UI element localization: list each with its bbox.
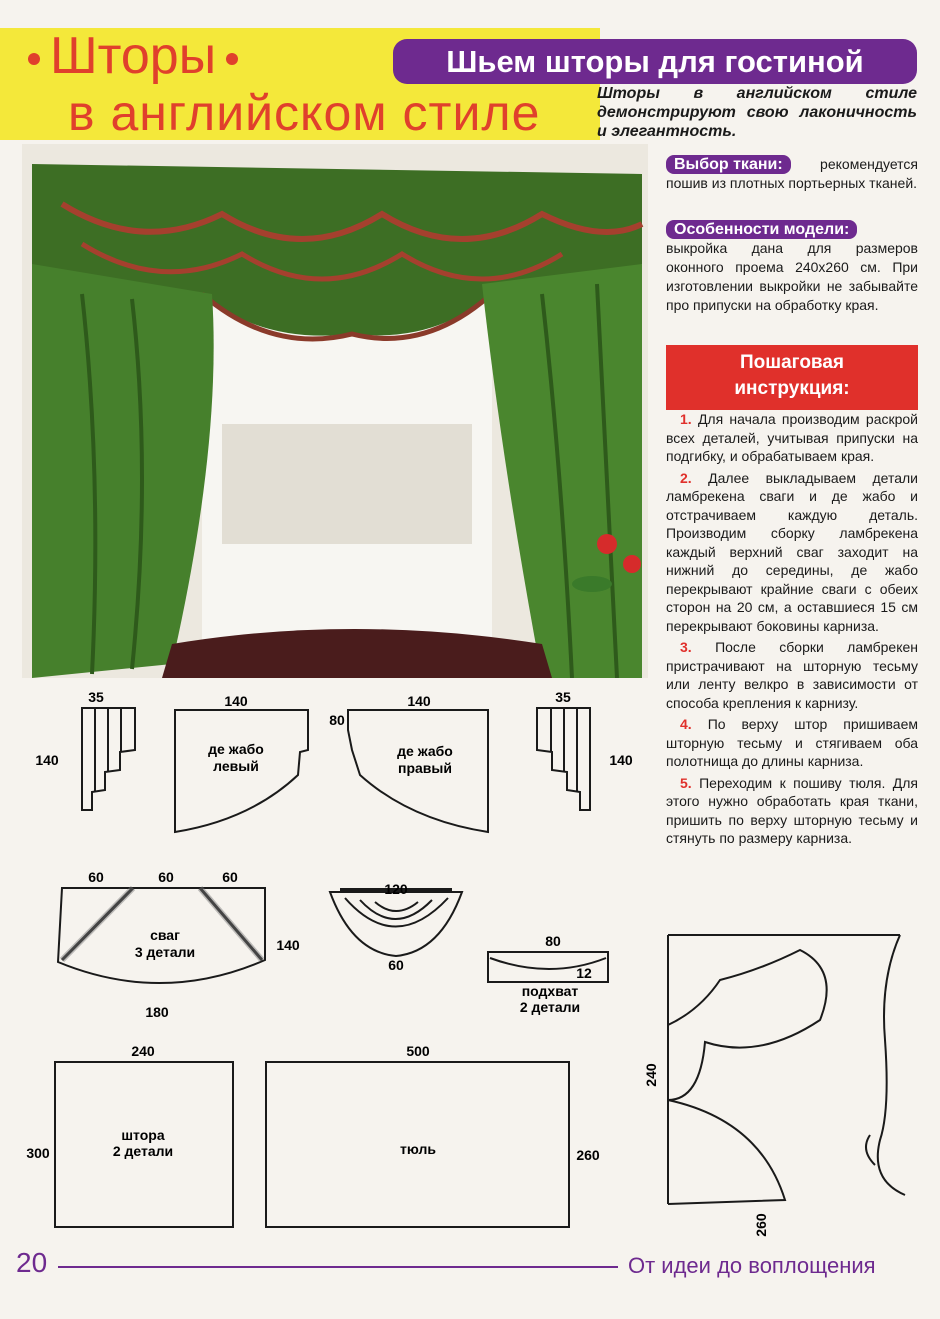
step-number: 3. [680,639,692,655]
instruction-title-line1: Пошаговая [739,352,845,373]
fabric-label: Выбор ткани: [666,155,791,174]
page-title-line2: в английском стиле [68,85,541,141]
instruction-title-line2: инструкция: [734,378,850,399]
tulle-top: 500 [406,1043,430,1059]
jabot-right-side: 80 [329,712,345,728]
page-number: 20 [16,1247,48,1278]
jabot-right-label2: правый [398,760,452,776]
pleat-left-shape [82,708,135,810]
instruction-heading [666,345,918,410]
window-drape-shape [668,935,905,1204]
step-text: Переходим к пошиву тюля. Для этого нужно обработать края ткани, пришить по верху шторную тесьму и стянуть по размеру карниза. [666,774,918,846]
model-label: Особенности модели: [666,220,857,239]
bullet-dot [226,53,238,65]
jabot-left-top: 140 [224,693,248,709]
window-height: 240 [643,1063,659,1087]
tieback-label2: 2 детали [519,999,581,1015]
step-number: 4. [680,716,692,732]
jabot-right-label1: де жабо [397,743,453,759]
window-width: 260 [753,1213,769,1237]
curtain-illustration [22,144,648,678]
jabot-left-label1: де жабо [208,741,264,757]
fabric-section [666,155,918,193]
pleat-right-top: 35 [555,689,571,705]
fan-shape [330,890,462,956]
footer-text: От идеи до воплощения [628,1253,876,1278]
curtain-label1: штора [121,1127,165,1143]
step-text: После сборки ламбрекен пристрачивают на шторную тесьму или ленту велкро в зависимости от способа крепления к карнизу. [666,639,919,711]
title-text: Шторы [50,27,217,85]
swag-label2: 3 детали [134,944,196,960]
tieback-label1: подхват [521,983,579,999]
step-item [666,410,918,466]
swag-top-a: 60 [88,869,104,885]
fan-bottom: 60 [388,957,404,973]
section-tag: Шьем шторы для гостиной [393,39,917,84]
step-number: 5. [680,774,692,791]
tulle-label: тюль [400,1141,436,1157]
pleat-right-side: 140 [609,752,633,768]
footer-divider [58,1266,618,1268]
model-section [666,220,918,315]
curtain-photo [22,144,648,678]
bullet-dot [28,53,40,65]
step-text: Далее выкладываем детали ламбрекена сваги и де жабо и отстрачиваем каждую деталь. Производим сборку ламбрекена каждый верхний сваг заходит на нижний до середины, де жабо перекрывают крайние сваги с обеих сторон на 20 см, а оставшиеся 15 см перекрывают боковины карниза. [666,469,918,634]
fan-top: 120 [384,881,408,897]
tieback-side: 12 [576,965,592,981]
curtain-side: 300 [26,1145,50,1161]
step-item [666,469,918,636]
swag-top-b: 60 [158,869,174,885]
pleat-left-side: 140 [35,752,59,768]
jabot-right-top: 140 [407,693,431,709]
pleat-left-top: 35 [88,689,104,705]
pleat-right-shape [537,708,590,810]
tieback-top: 80 [545,933,561,949]
swag-bottom: 180 [145,1004,169,1020]
step-text: Для начала производим раскрой всех деталей, учитывая припуски на подгибку, и обрабатываем края. [666,411,918,464]
fabric-text: рекомендуется пошив из плотных портьерных тканей. [666,156,918,191]
step-text: По верху штор пришиваем шторную тесьму и стягиваем оба полотнища до длины карниза. [666,716,918,769]
swag-side: 140 [276,937,300,953]
model-text: выкройка дана для размеров оконного проема 240х260 см. При изготовлении выкройки не забывайте про припуски на обработку края. [666,240,918,313]
curtain-label2: 2 детали [112,1143,174,1159]
curtain-top: 240 [131,1043,155,1059]
swag-label1: сваг [150,927,180,943]
step-number: 2. [680,469,692,486]
pattern-diagrams [0,680,940,1240]
page-title-line1 [18,27,248,85]
step-number: 1. [680,411,692,427]
swag-top-c: 60 [222,869,238,885]
tulle-side: 260 [576,1147,600,1163]
intro-text: Шторы в английском стиле демонстрируют свою лаконичность и элегантность. [597,85,917,140]
jabot-left-label2: левый [213,758,259,774]
